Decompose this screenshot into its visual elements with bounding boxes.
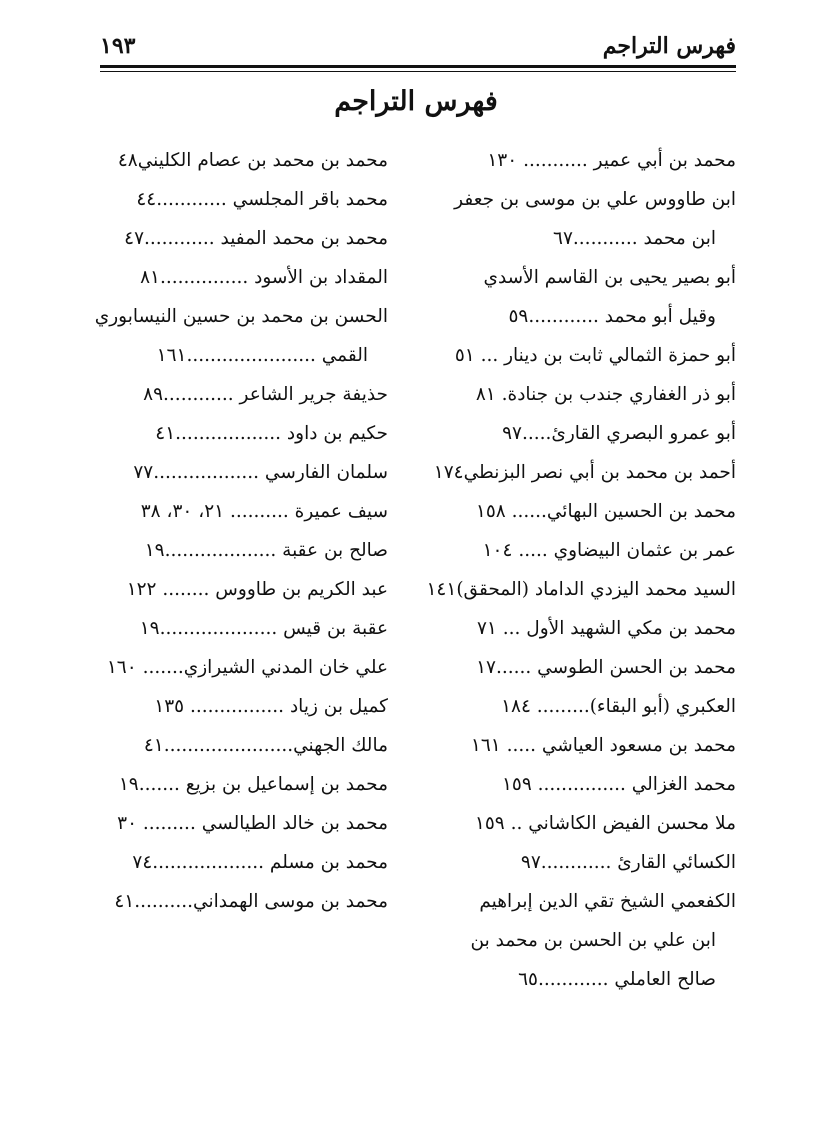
index-entry: محمد بن مكي الشهيد الأول ... ٧١ [476, 618, 736, 639]
header-rule-thin [100, 71, 736, 72]
index-entry: مالك الجهني......................٤١ [143, 735, 388, 756]
index-entry: وقيل أبو محمد ............٥٩ [508, 306, 716, 327]
index-entry: محمد بن محمد المفيد ............٤٧ [124, 228, 388, 249]
index-column-left [94, 141, 388, 921]
index-column-right [426, 141, 736, 999]
index-entry: محمد بن خالد الطيالسي ......... ٣٠ [117, 813, 388, 834]
index-entry: محمد بن مسلم ...................٧٤ [132, 852, 388, 873]
index-entry: محمد باقر المجلسي ............٤٤ [136, 189, 388, 210]
index-entry: المقداد بن الأسود ...............٨١ [140, 267, 388, 288]
index-entry: أبو بصير يحيى بن القاسم الأسدي [483, 267, 736, 288]
index-entry: أبو عمرو البصري القارئ.....٩٧ [502, 423, 736, 444]
index-entry: عقبة بن قيس ....................١٩ [139, 618, 388, 639]
index-entry: محمد بن الحسن الطوسي ......١٧ [476, 657, 736, 678]
index-entry: الكفعمي الشيخ تقي الدين إبراهيم [479, 891, 736, 912]
index-entry: العكبري (أبو البقاء)......... ١٨٤ [501, 696, 736, 717]
index-entry: ابن علي بن الحسن بن محمد بن [470, 930, 716, 951]
index-entry: صالح بن عقبة ...................١٩ [144, 540, 388, 561]
index-entry: أبو حمزة الثمالي ثابت بن دينار ... ٥١ [454, 345, 736, 366]
index-entry: حذيفة جرير الشاعر ............٨٩ [143, 384, 388, 405]
index-entry: ابن محمد ...........٦٧ [553, 228, 716, 249]
index-entry: سلمان الفارسي ..................٧٧ [133, 462, 388, 483]
running-header-title: فهرس التراجم [602, 33, 736, 59]
index-entry: أحمد بن محمد بن أبي نصر البزنطي١٧٤ [433, 462, 736, 483]
page-number: ١٩٣ [100, 33, 136, 59]
index-entry: عبد الكريم بن طاووس ........ ١٢٢ [126, 579, 388, 600]
index-entry: محمد بن محمد بن عصام الكليني٤٨ [117, 150, 388, 171]
index-entry: أبو ذر الغفاري جندب بن جنادة. ٨١ [475, 384, 736, 405]
index-entry: محمد بن إسماعيل بن بزيع .......١٩ [118, 774, 388, 795]
index-entry: القمي ......................١٦١ [156, 345, 368, 366]
index-entry: الحسن بن محمد بن حسين النيسابوري [94, 306, 388, 327]
page-title: فهرس التراجم [334, 86, 498, 117]
index-entry: ابن طاووس علي بن موسى بن جعفر [454, 189, 736, 210]
index-entry: سيف عميرة .......... ٢١، ٣٠، ٣٨ [140, 501, 388, 522]
index-entry: كميل بن زياد ................ ١٣٥ [154, 696, 388, 717]
index-entry: محمد بن أبي عمير ........... ١٣٠ [487, 150, 736, 171]
header-rule-thick [100, 65, 736, 68]
index-entry: محمد بن مسعود العياشي ..... ١٦١ [470, 735, 736, 756]
index-entry: محمد الغزالي ............... ١٥٩ [501, 774, 736, 795]
index-entry: عمر بن عثمان البيضاوي ..... ١٠٤ [482, 540, 736, 561]
index-entry: ملا محسن الفيض الكاشاني .. ١٥٩ [474, 813, 736, 834]
index-entry: محمد بن الحسين البهائي...... ١٥٨ [475, 501, 736, 522]
index-entry: علي خان المدني الشيرازي....... ١٦٠ [106, 657, 388, 678]
index-entry: السيد محمد اليزدي الداماد (المحقق)١٤١ [426, 579, 736, 600]
index-entry: صالح العاملي ............٦٥ [518, 969, 716, 990]
page-header [100, 28, 736, 64]
index-entry: حكيم بن داود ..................٤١ [155, 423, 388, 444]
index-entry: الكسائي القارئ ............٩٧ [520, 852, 736, 873]
index-entry: محمد بن موسى الهمداني..........٤١ [114, 891, 388, 912]
